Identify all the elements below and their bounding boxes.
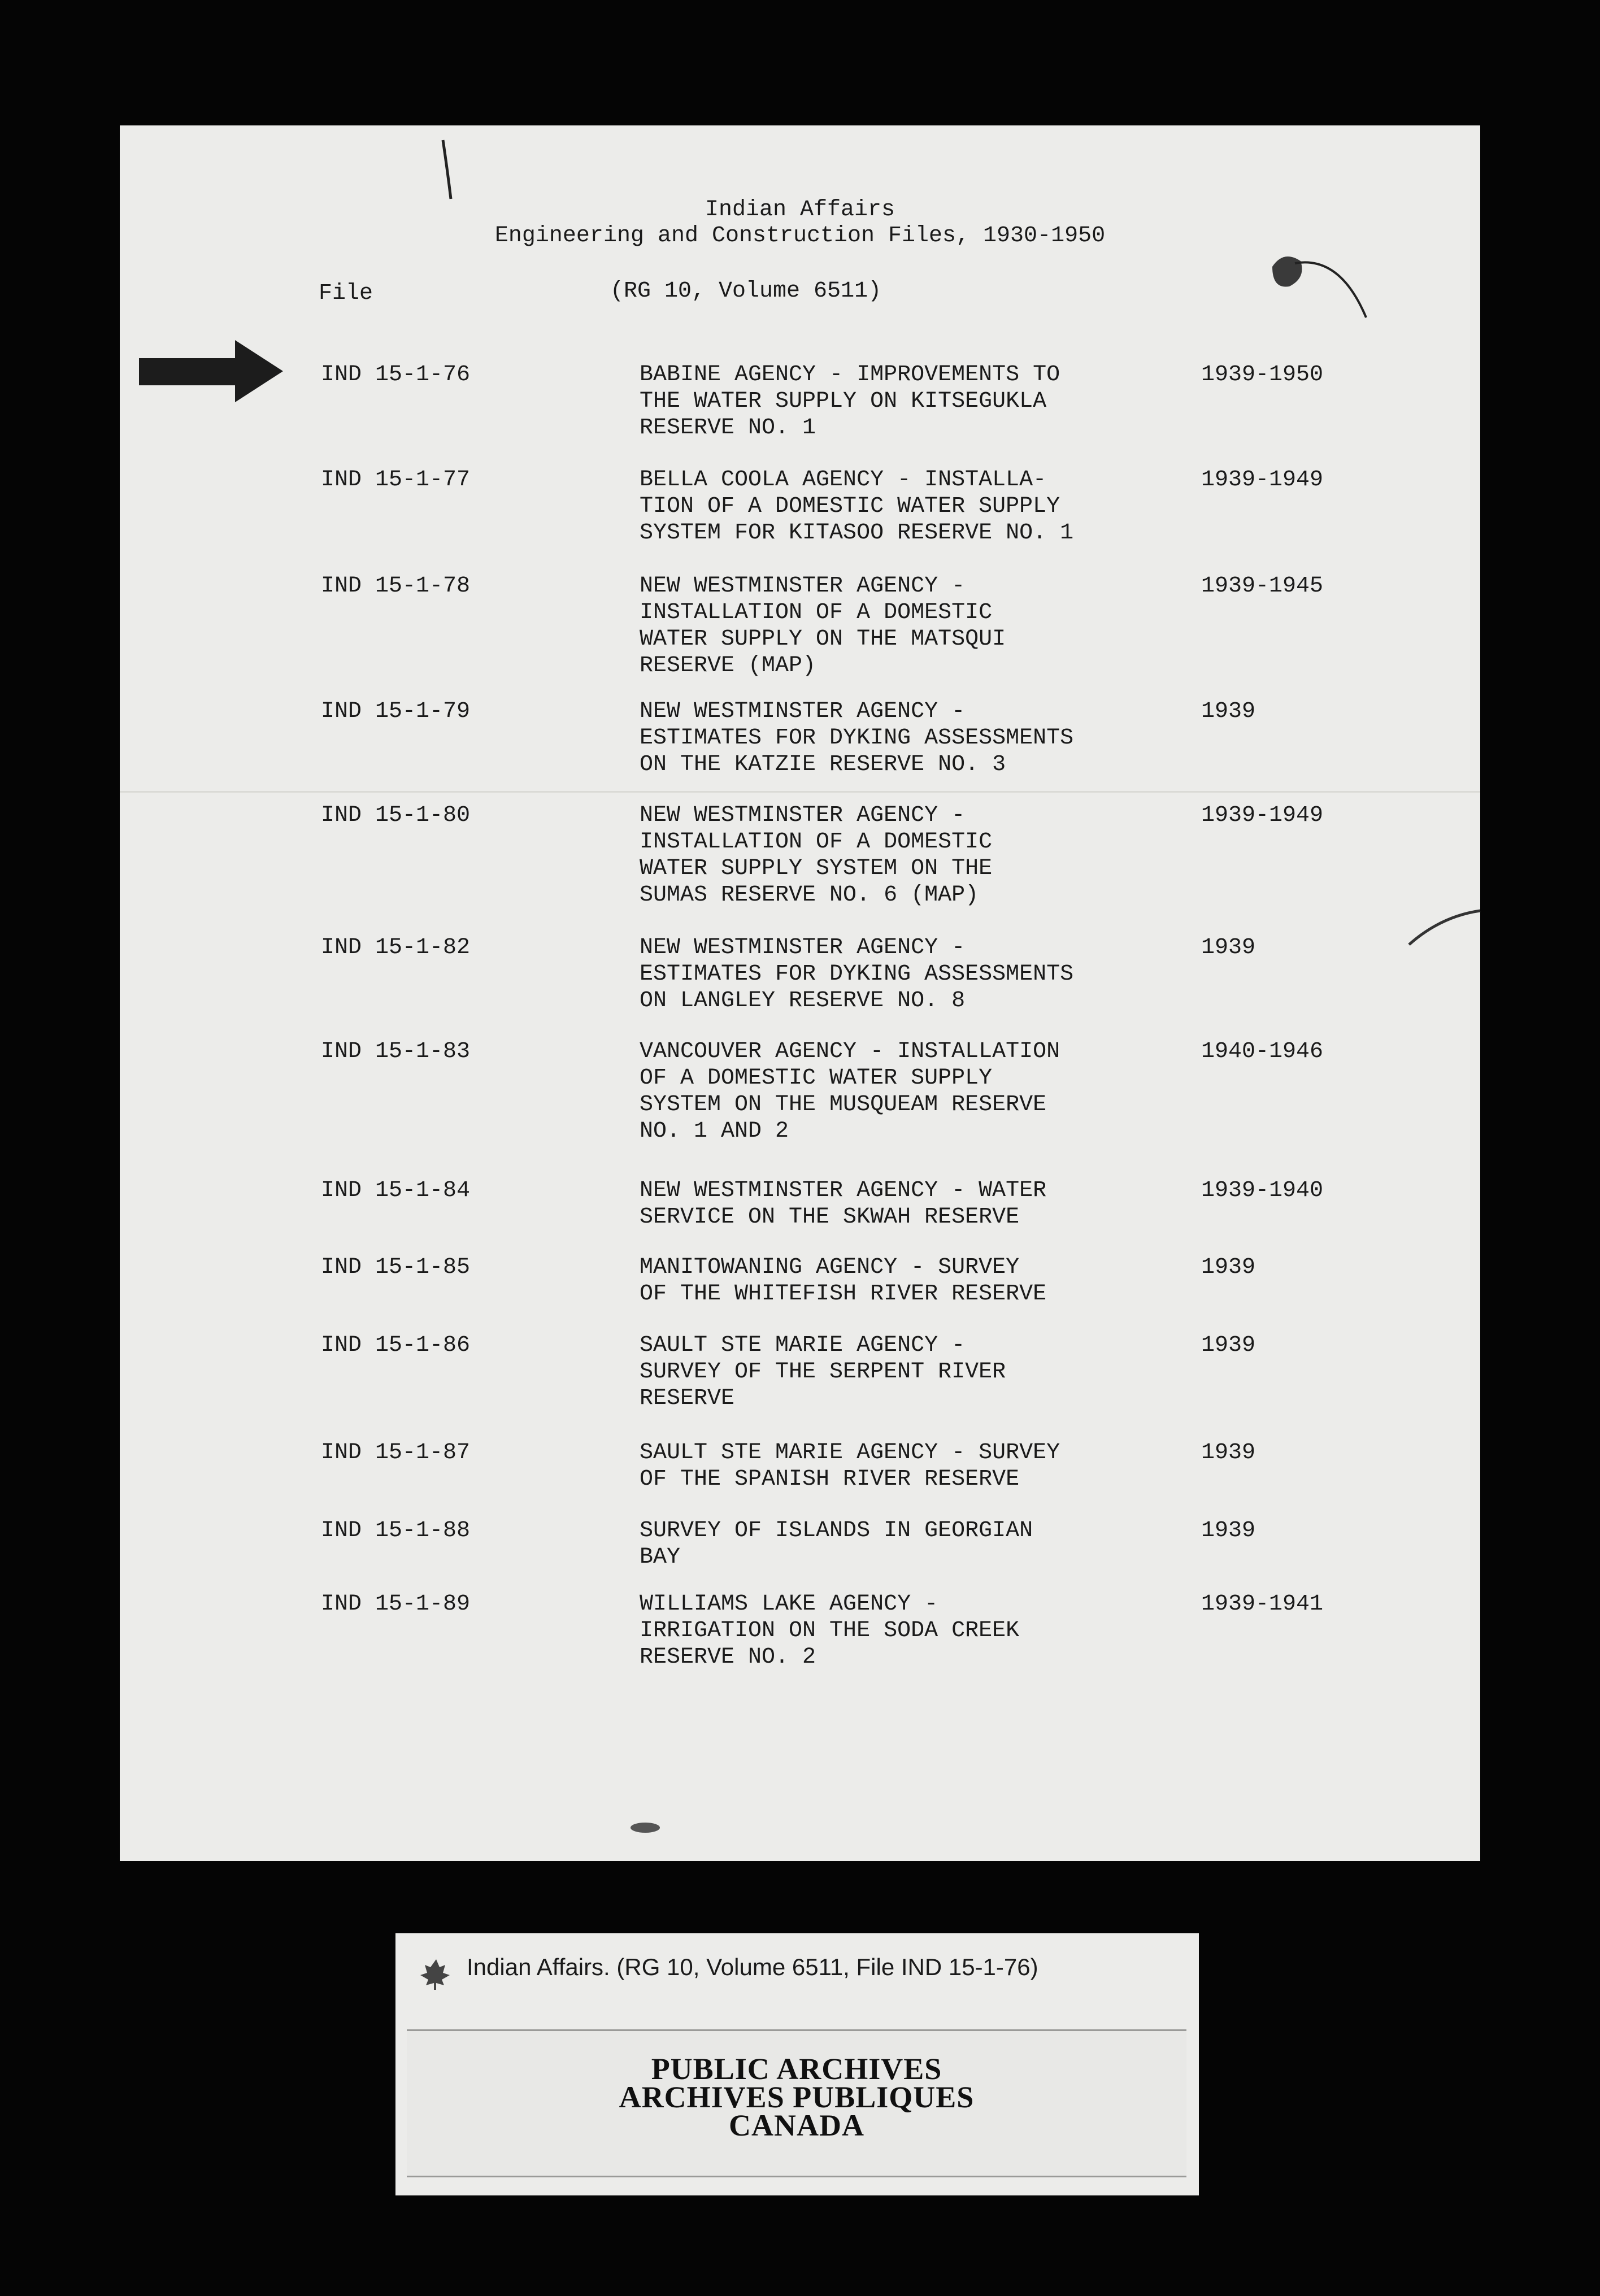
- date-range: 1939: [1201, 1440, 1256, 1466]
- file-description: [640, 467, 1216, 546]
- file-description: [640, 934, 1216, 1014]
- description-line: INSTALLATION OF A DOMESTIC: [640, 829, 993, 855]
- description-line: THE WATER SUPPLY ON KITSEGUKLA: [640, 389, 1047, 414]
- file-number: IND 15-1-79: [321, 699, 471, 724]
- file-description: [640, 802, 1216, 908]
- file-number: IND 15-1-87: [321, 1440, 471, 1466]
- maple-leaf-icon: [419, 1957, 453, 1991]
- header-subtitle: Engineering and Construction Files, 1930-1950: [494, 223, 1106, 249]
- document-page: [120, 125, 1480, 1861]
- date-range: 1939: [1201, 699, 1256, 724]
- file-number: IND 15-1-86: [321, 1333, 471, 1358]
- description-line: OF A DOMESTIC WATER SUPPLY: [640, 1066, 993, 1091]
- file-description: [640, 698, 1216, 778]
- archive-label-card: [395, 1933, 1199, 2195]
- file-description: [640, 1517, 1216, 1571]
- description-line: ON THE KATZIE RESERVE NO. 3: [640, 752, 1006, 777]
- description-line: RESERVE NO. 1: [640, 415, 816, 441]
- description-line: RESERVE NO. 2: [640, 1645, 816, 1670]
- file-number: IND 15-1-89: [321, 1591, 471, 1617]
- description-line: SAULT STE MARIE AGENCY - SURVEY: [640, 1440, 1060, 1466]
- description-line: SAULT STE MARIE AGENCY -: [640, 1333, 966, 1358]
- file-description: [640, 1177, 1216, 1230]
- description-line: SERVICE ON THE SKWAH RESERVE: [640, 1204, 1020, 1230]
- description-line: SYSTEM ON THE MUSQUEAM RESERVE: [640, 1092, 1047, 1117]
- header-title: Indian Affairs: [705, 197, 895, 223]
- date-range: 1939-1949: [1201, 803, 1324, 828]
- ink-blot-mark: [1255, 244, 1374, 329]
- description-line: WILLIAMS LAKE AGENCY -: [640, 1591, 938, 1617]
- description-line: WATER SUPPLY SYSTEM ON THE: [640, 856, 993, 881]
- description-line: NO. 1 AND 2: [640, 1119, 789, 1144]
- file-description: [640, 1591, 1216, 1671]
- file-number: IND 15-1-84: [321, 1178, 471, 1203]
- description-line: MANITOWANING AGENCY - SURVEY: [640, 1255, 1020, 1280]
- file-column-label: File: [319, 281, 373, 306]
- date-range: 1939: [1201, 935, 1256, 960]
- description-line: RESERVE (MAP): [640, 653, 816, 679]
- file-number: IND 15-1-82: [321, 935, 471, 960]
- file-number: IND 15-1-78: [321, 573, 471, 599]
- date-range: 1939: [1201, 1518, 1256, 1543]
- file-number: IND 15-1-88: [321, 1518, 471, 1543]
- archives-stamp: [407, 2029, 1186, 2177]
- file-number: IND 15-1-77: [321, 467, 471, 493]
- description-line: NEW WESTMINSTER AGENCY - WATER: [640, 1178, 1047, 1203]
- file-description: [640, 1254, 1216, 1307]
- description-line: NEW WESTMINSTER AGENCY -: [640, 935, 966, 960]
- stamp-line-1: PUBLIC ARCHIVES: [651, 2052, 942, 2086]
- stamp-line-3: CANADA: [729, 2108, 864, 2142]
- date-range: 1939-1949: [1201, 467, 1324, 493]
- file-description: [640, 1038, 1216, 1145]
- stamp-line-2: ARCHIVES PUBLIQUES: [619, 2080, 975, 2114]
- description-line: ESTIMATES FOR DYKING ASSESSMENTS: [640, 962, 1074, 987]
- description-line: ON LANGLEY RESERVE NO. 8: [640, 988, 966, 1014]
- file-description: [640, 1332, 1216, 1412]
- description-line: TION OF A DOMESTIC WATER SUPPLY: [640, 494, 1060, 519]
- file-number: IND 15-1-80: [321, 803, 471, 828]
- description-line: NEW WESTMINSTER AGENCY -: [640, 699, 966, 724]
- volume-label: (RG 10, Volume 6511): [610, 279, 882, 304]
- description-line: SYSTEM FOR KITASOO RESERVE NO. 1: [640, 520, 1074, 546]
- description-line: NEW WESTMINSTER AGENCY -: [640, 803, 966, 828]
- description-line: OF THE SPANISH RIVER RESERVE: [640, 1467, 1020, 1492]
- date-range: 1939: [1201, 1255, 1256, 1280]
- description-line: BELLA COOLA AGENCY - INSTALLA-: [640, 467, 1047, 493]
- description-line: SURVEY OF THE SERPENT RIVER: [640, 1359, 1006, 1385]
- description-line: RESERVE: [640, 1386, 735, 1411]
- file-description: [640, 1440, 1216, 1493]
- description-line: VANCOUVER AGENCY - INSTALLATION: [640, 1039, 1060, 1064]
- date-range: 1939: [1201, 1333, 1256, 1358]
- description-line: ESTIMATES FOR DYKING ASSESSMENTS: [640, 725, 1074, 751]
- description-line: BAY: [640, 1545, 681, 1570]
- description-line: SUMAS RESERVE NO. 6 (MAP): [640, 882, 979, 908]
- smudge-mark: [628, 1819, 662, 1836]
- pen-stroke-mark: [436, 137, 459, 205]
- file-description: [640, 573, 1216, 679]
- file-description: [640, 362, 1216, 441]
- date-range: 1939-1945: [1201, 573, 1324, 599]
- description-line: IRRIGATION ON THE SODA CREEK: [640, 1618, 1020, 1643]
- date-range: 1939-1941: [1201, 1591, 1324, 1617]
- label-caption: Indian Affairs. (RG 10, Volume 6511, File IND 15-1-76): [467, 1954, 1038, 1980]
- description-line: INSTALLATION OF A DOMESTIC: [640, 600, 993, 625]
- date-range: 1939-1950: [1201, 362, 1324, 388]
- description-line: OF THE WHITEFISH RIVER RESERVE: [640, 1281, 1047, 1307]
- arrow-pointer-icon: [139, 340, 286, 402]
- description-line: BABINE AGENCY - IMPROVEMENTS TO: [640, 362, 1060, 388]
- file-number: IND 15-1-83: [321, 1039, 471, 1064]
- description-line: WATER SUPPLY ON THE MATSQUI: [640, 627, 1006, 652]
- file-number: IND 15-1-85: [321, 1255, 471, 1280]
- file-number: IND 15-1-76: [321, 362, 471, 388]
- description-line: NEW WESTMINSTER AGENCY -: [640, 573, 966, 599]
- date-range: 1939-1940: [1201, 1178, 1324, 1203]
- date-range: 1940-1946: [1201, 1039, 1324, 1064]
- margin-scratch-mark: [1407, 894, 1486, 956]
- description-line: SURVEY OF ISLANDS IN GEORGIAN: [640, 1518, 1033, 1543]
